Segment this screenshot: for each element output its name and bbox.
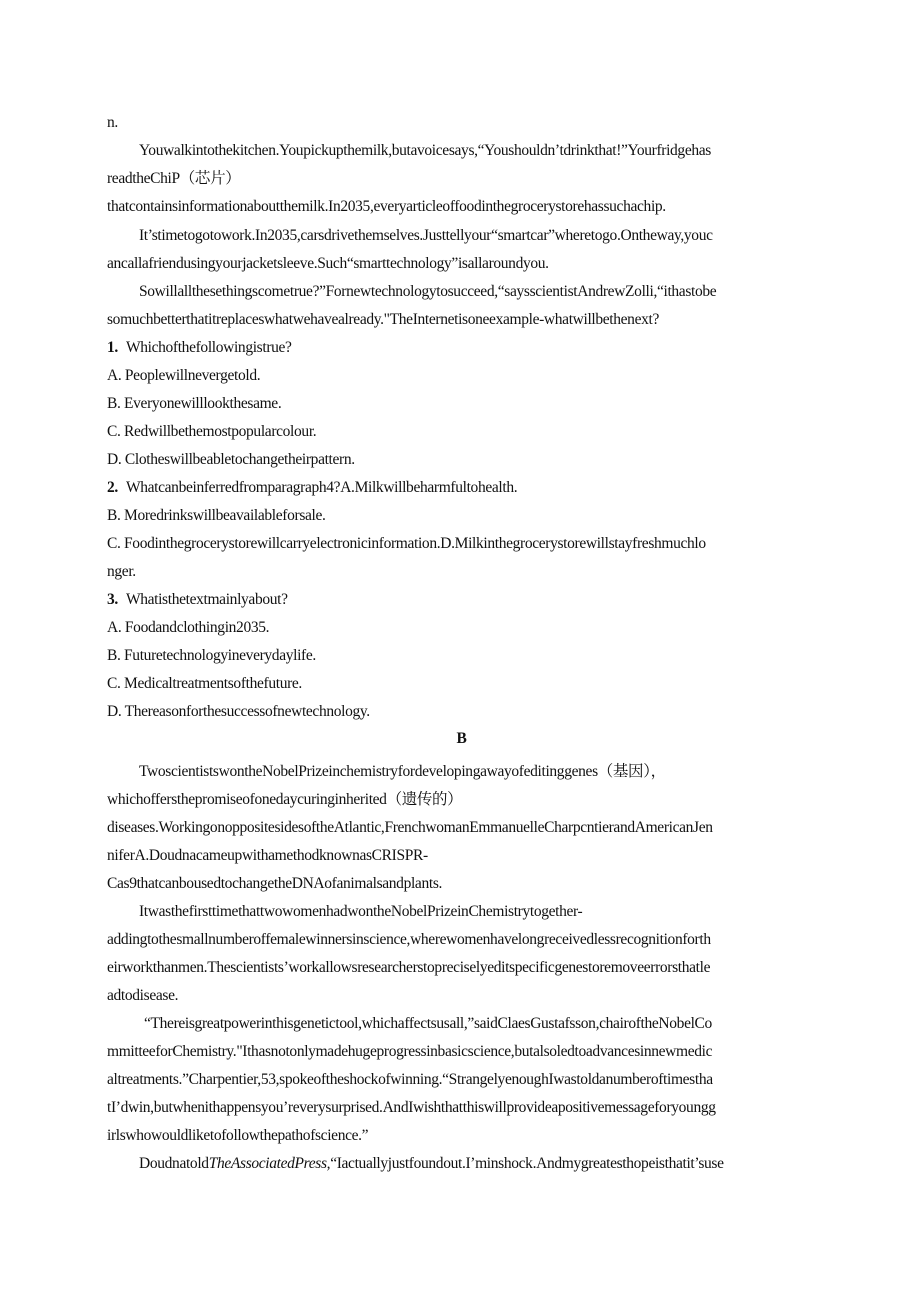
question-stem: Whatisthetextmainlyabout? xyxy=(125,591,288,608)
question-stem: Whichofthefollowingistrue? xyxy=(125,339,292,356)
paragraph-line: Sowillallthesethingscometrue?”Fornewtechnologytosucceed,“saysscientistAndrewZolli,“ithastobe xyxy=(139,283,717,300)
answer-option: B. Futuretechnologyineverydaylife. xyxy=(107,647,316,664)
answer-option: nger. xyxy=(107,563,136,580)
paragraph-line: addingtothesmallnumberoffemalewinnersinscience,wherewomenhavelongreceivedlessrecognitionforth xyxy=(107,931,711,948)
paragraph-line: eirworkthanmen.Thescientists’workallowsresearcherstopreciselyeditspecificgenestoremoveerrorsthatle xyxy=(107,959,711,976)
answer-option: A. Peoplewillnevergetold. xyxy=(107,367,261,384)
text-run: “Iactuallyjustfoundout.I’minshock.Andmygreatesthopeisthatit’suse xyxy=(330,1155,724,1172)
paragraph-line: It’stimetogotowork.In2035,carsdrivethemselves.Justtellyour“smartcar”wheretogo.Ontheway,youc xyxy=(139,227,713,244)
question-1 xyxy=(107,338,292,358)
answer-option: D. Thereasonforthesuccessofnewtechnology. xyxy=(107,703,370,720)
paragraph-line: whichoffersthepromiseofonedaycuringinherited（遗传的） xyxy=(107,791,463,808)
paragraph-line: readtheChiP（芯片） xyxy=(107,170,241,187)
answer-option: B. Moredrinkswillbeavailableforsale. xyxy=(107,507,326,524)
text-run: Doudnatold xyxy=(139,1155,209,1172)
paragraph-line: Cas9thatcanbousedtochangetheDNAofanimalsandplants. xyxy=(107,875,443,892)
section-heading: B xyxy=(456,730,458,747)
question-2 xyxy=(107,478,517,498)
question-number: 2. xyxy=(107,479,118,496)
answer-option: C. Foodinthegrocerystorewillcarryelectronicinformation.D.Milkinthegrocerystorewillstayfreshmuchlo xyxy=(107,535,706,552)
paragraph-line: Youwalkintothekitchen.Youpickupthemilk,butavoicesays,“Youshouldn’tdrinkthat!”Yourfridgehas xyxy=(139,142,711,159)
question-3 xyxy=(107,590,288,610)
paragraph-line: mmitteeforChemistry."Ithasnotonlymadehugeprogressinbasicscience,butalsoledtoadvancesinnewmedic xyxy=(107,1043,713,1060)
publication-name: TheAssociatedPress, xyxy=(208,1155,331,1172)
answer-option: B. Everyonewilllookthesame. xyxy=(107,395,282,412)
paragraph-line: altreatments.”Charpentier,53,spokeoftheshockofwinning.“StrangelyenoughIwastoldanumberoftimestha xyxy=(107,1071,713,1088)
paragraph-line: irlswhowouldliketofollowthepathofscience.” xyxy=(107,1127,369,1144)
answer-option: C. Medicaltreatmentsofthefuture. xyxy=(107,675,302,692)
answer-option: A. Foodandclothingin2035. xyxy=(107,619,270,636)
paragraph-line: ancallafriendusingyourjacketsleeve.Such“smarttechnology”isallaroundyou. xyxy=(107,255,549,272)
answer-option: D. Clotheswillbeabletochangetheirpattern. xyxy=(107,451,355,468)
paragraph-line: “Thereisgreatpowerinthisgenetictool,whichaffectsusall,”saidClaesGustafsson,chairoftheNobelCo xyxy=(144,1015,712,1032)
question-number: 1. xyxy=(107,339,118,356)
paragraph-line: diseases.WorkingonoppositesidesoftheAtlantic,FrenchwomanEmmanuelleCharpcntierandAmericanJen xyxy=(107,819,713,836)
paragraph-line: thatcontainsinformationaboutthemilk.In2035,everyarticleoffoodinthegrocerystorehassuchachip. xyxy=(107,198,666,215)
paragraph-line: TwoscientistswontheNobelPrizeinchemistryfordevelopingawayofeditinggenes（基因）， xyxy=(139,763,666,780)
paragraph-line: ItwasthefirsttimethattwowomenhadwontheNobelPrizeinChemistrytogether- xyxy=(139,903,583,920)
paragraph-line: tI’dwin,butwhenithappensyou’reverysurprised.AndIwishthatthiswillprovideapositivemessageforyoungg xyxy=(107,1099,716,1116)
answer-option: C. Redwillbethemostpopularcolour. xyxy=(107,423,317,440)
paragraph-line: somuchbetterthatitreplaceswhatwehavealready."TheInternetisoneexample-whatwillbethenext? xyxy=(107,311,659,328)
paragraph-line: n. xyxy=(107,114,118,131)
paragraph-line: adtodisease. xyxy=(107,987,179,1004)
question-stem: Whatcanbeinferredfromparagraph4?A.Milkwillbeharmfultohealth. xyxy=(125,479,518,496)
paragraph-line xyxy=(139,1154,724,1174)
question-number: 3. xyxy=(107,591,118,608)
paragraph-line: niferA.DoudnacameupwithamethodknownasCRISPR- xyxy=(107,847,428,864)
